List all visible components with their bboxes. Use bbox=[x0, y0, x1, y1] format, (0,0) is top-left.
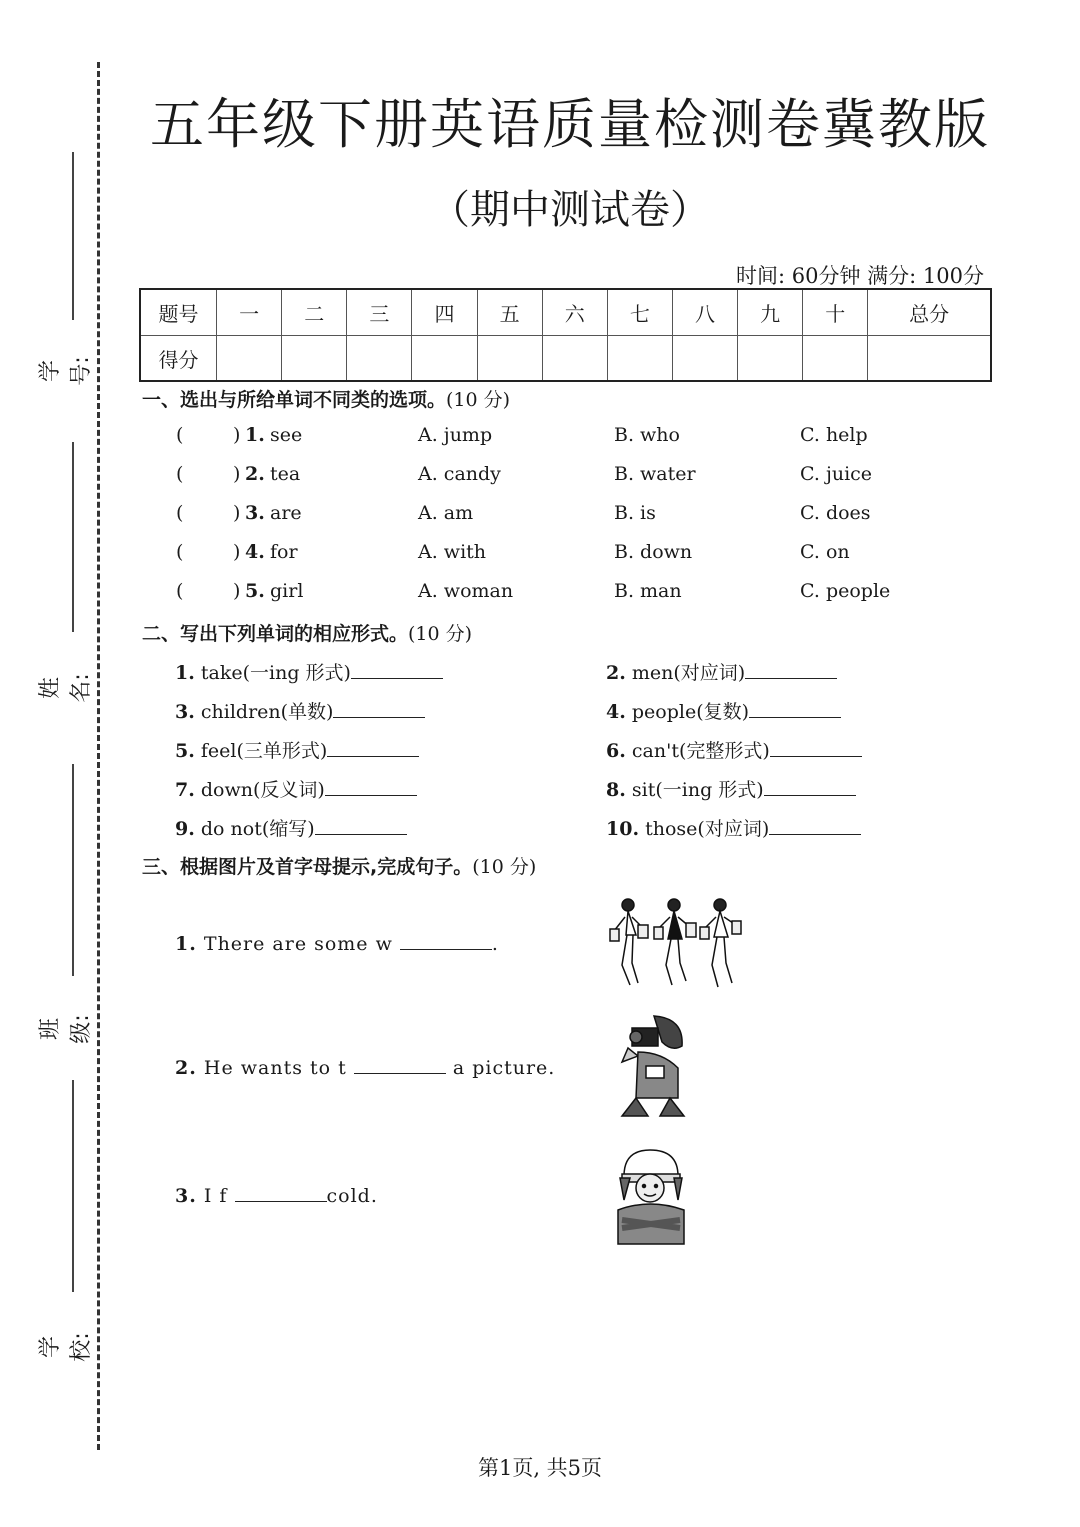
list-item bbox=[175, 697, 425, 724]
answer-blank[interactable] bbox=[400, 931, 492, 950]
answer-blank[interactable] bbox=[325, 777, 417, 796]
table-cell: 十 bbox=[803, 289, 868, 336]
answer-paren-open[interactable]: ( bbox=[176, 502, 184, 524]
score-cell[interactable] bbox=[217, 336, 282, 382]
option-b: B. water bbox=[614, 463, 696, 485]
student-id-label: 学号: bbox=[38, 356, 94, 386]
list-item bbox=[175, 736, 419, 763]
table-cell: 题号 bbox=[140, 289, 217, 336]
answer-blank[interactable] bbox=[351, 660, 443, 679]
table-cell: 一 bbox=[217, 289, 282, 336]
answer-blank[interactable] bbox=[745, 660, 837, 679]
item-number: 10. bbox=[606, 818, 640, 840]
list-item bbox=[175, 658, 443, 685]
name-line[interactable] bbox=[72, 442, 74, 632]
item-text: men(对应词) bbox=[631, 662, 746, 684]
option-b: B. is bbox=[614, 502, 656, 524]
option-b: B. down bbox=[614, 541, 693, 563]
list-item bbox=[606, 775, 856, 802]
option-c: C. juice bbox=[800, 463, 873, 485]
answer-blank[interactable] bbox=[770, 738, 862, 757]
option-c: C. on bbox=[800, 541, 850, 563]
option-c: C. does bbox=[800, 502, 871, 524]
score-cell[interactable] bbox=[282, 336, 347, 382]
sentence-start: There are some w bbox=[203, 933, 393, 955]
answer-paren-open[interactable]: ( bbox=[176, 541, 184, 563]
question-number: 2. bbox=[245, 463, 265, 485]
table-cell: 五 bbox=[477, 289, 542, 336]
item-number: 2. bbox=[606, 662, 626, 684]
page-subtitle: （期中测试卷） bbox=[430, 187, 710, 233]
list-item bbox=[175, 931, 499, 955]
section2-points: (10 分) bbox=[408, 623, 473, 645]
women-shopping-illustration bbox=[608, 895, 743, 990]
item-text: feel(三单形式) bbox=[200, 740, 328, 762]
table-cell: 三 bbox=[347, 289, 412, 336]
option-b: B. who bbox=[614, 424, 680, 446]
item-text: can't(完整形式) bbox=[631, 740, 770, 762]
option-a: A. jump bbox=[418, 424, 493, 446]
table-cell: 得分 bbox=[140, 336, 217, 382]
item-text: take(一ing 形式) bbox=[200, 662, 351, 684]
list-item bbox=[606, 658, 837, 685]
section1-title: 一、选出与所给单词不同类的选项。 bbox=[142, 389, 447, 411]
table-cell: 七 bbox=[607, 289, 672, 336]
section3-title: 三、根据图片及首字母提示,完成句子。 bbox=[142, 856, 473, 878]
table-cell: 六 bbox=[542, 289, 607, 336]
score-table-score-row bbox=[140, 336, 991, 382]
section3-points: (10 分) bbox=[472, 856, 537, 878]
answer-paren-open[interactable]: ( bbox=[176, 580, 184, 602]
answer-blank[interactable] bbox=[235, 1183, 327, 1202]
score-cell[interactable] bbox=[803, 336, 868, 382]
section1-heading bbox=[142, 385, 510, 412]
score-cell[interactable] bbox=[347, 336, 412, 382]
page-number: 第1页, 共5页 bbox=[477, 1456, 603, 1480]
question-number: 1. bbox=[245, 424, 265, 446]
answer-blank[interactable] bbox=[333, 699, 425, 718]
time-info: 时间: 60分钟 满分: 100分 bbox=[736, 264, 984, 288]
score-cell[interactable] bbox=[607, 336, 672, 382]
student-id-line[interactable] bbox=[72, 152, 74, 320]
answer-paren-open[interactable]: ( bbox=[176, 424, 184, 446]
answer-paren-close: ) bbox=[233, 541, 241, 563]
score-table-header-row bbox=[140, 289, 991, 336]
answer-blank[interactable] bbox=[315, 816, 407, 835]
question-word: see bbox=[270, 424, 303, 446]
item-number: 8. bbox=[606, 779, 626, 801]
cold-person-illustration bbox=[610, 1148, 692, 1246]
list-item bbox=[606, 814, 861, 841]
class-label: 班级: bbox=[38, 1014, 94, 1044]
question-word: for bbox=[270, 541, 298, 563]
item-number: 3. bbox=[175, 1185, 197, 1207]
list-item bbox=[175, 814, 407, 841]
answer-paren-open[interactable]: ( bbox=[176, 463, 184, 485]
option-a: A. am bbox=[418, 502, 474, 524]
score-cell[interactable] bbox=[738, 336, 803, 382]
list-item bbox=[606, 697, 841, 724]
man-with-camera-illustration bbox=[612, 1012, 692, 1120]
section3-heading bbox=[142, 852, 536, 879]
table-cell: 八 bbox=[672, 289, 737, 336]
item-text: those(对应词) bbox=[645, 818, 770, 840]
item-number: 2. bbox=[175, 1057, 197, 1079]
section2-heading bbox=[142, 619, 472, 646]
list-item bbox=[175, 775, 417, 802]
answer-paren-close: ) bbox=[233, 424, 241, 446]
table-cell: 九 bbox=[738, 289, 803, 336]
item-text: do not(缩写) bbox=[200, 818, 315, 840]
score-cell[interactable] bbox=[477, 336, 542, 382]
item-text: down(反义词) bbox=[200, 779, 325, 801]
question-word: are bbox=[270, 502, 302, 524]
list-item bbox=[175, 1183, 378, 1207]
sentence-start: He wants to t bbox=[203, 1057, 347, 1079]
item-text: children(单数) bbox=[200, 701, 334, 723]
answer-blank[interactable] bbox=[749, 699, 841, 718]
item-number: 3. bbox=[175, 701, 195, 723]
score-cell[interactable] bbox=[412, 336, 477, 382]
option-a: A. woman bbox=[418, 580, 514, 602]
option-a: A. with bbox=[418, 541, 487, 563]
class-line[interactable] bbox=[72, 764, 74, 976]
binding-dashed-line bbox=[97, 62, 100, 1450]
table-cell: 总分 bbox=[868, 289, 991, 336]
school-label: 学校: bbox=[38, 1332, 94, 1362]
item-number: 4. bbox=[606, 701, 626, 723]
item-number: 9. bbox=[175, 818, 195, 840]
answer-blank[interactable] bbox=[769, 816, 861, 835]
item-text: people(复数) bbox=[631, 701, 750, 723]
question-word: tea bbox=[270, 463, 301, 485]
question-number: 4. bbox=[245, 541, 265, 563]
item-number: 5. bbox=[175, 740, 195, 762]
sentence-end: cold. bbox=[326, 1185, 378, 1207]
answer-paren-close: ) bbox=[233, 463, 241, 485]
score-cell[interactable] bbox=[868, 336, 991, 382]
table-cell: 四 bbox=[412, 289, 477, 336]
question-word: girl bbox=[270, 580, 304, 602]
item-number: 7. bbox=[175, 779, 195, 801]
score-cell[interactable] bbox=[542, 336, 607, 382]
option-c: C. people bbox=[800, 580, 891, 602]
sentence-start: I f bbox=[203, 1185, 228, 1207]
name-label: 姓名: bbox=[38, 673, 94, 703]
answer-blank[interactable] bbox=[764, 777, 856, 796]
list-item bbox=[175, 1055, 555, 1079]
score-cell[interactable] bbox=[672, 336, 737, 382]
option-a: A. candy bbox=[418, 463, 501, 485]
sentence-end: . bbox=[491, 933, 499, 955]
question-number: 3. bbox=[245, 502, 265, 524]
option-b: B. man bbox=[614, 580, 682, 602]
list-item bbox=[606, 736, 862, 763]
answer-paren-close: ) bbox=[233, 580, 241, 602]
table-cell: 二 bbox=[282, 289, 347, 336]
sentence-end: a picture. bbox=[452, 1057, 556, 1079]
answer-blank[interactable] bbox=[354, 1055, 446, 1074]
option-c: C. help bbox=[800, 424, 868, 446]
section1-points: (10 分) bbox=[446, 389, 511, 411]
item-text: sit(一ing 形式) bbox=[631, 779, 764, 801]
item-number: 1. bbox=[175, 662, 195, 684]
item-number: 1. bbox=[175, 933, 197, 955]
section2-title: 二、写出下列单词的相应形式。 bbox=[142, 623, 409, 645]
page-title: 五年级下册英语质量检测卷冀教版 bbox=[150, 93, 990, 156]
answer-blank[interactable] bbox=[327, 738, 419, 757]
item-number: 6. bbox=[606, 740, 626, 762]
school-line[interactable] bbox=[72, 1080, 74, 1292]
question-number: 5. bbox=[245, 580, 265, 602]
score-table bbox=[139, 288, 992, 382]
answer-paren-close: ) bbox=[233, 502, 241, 524]
